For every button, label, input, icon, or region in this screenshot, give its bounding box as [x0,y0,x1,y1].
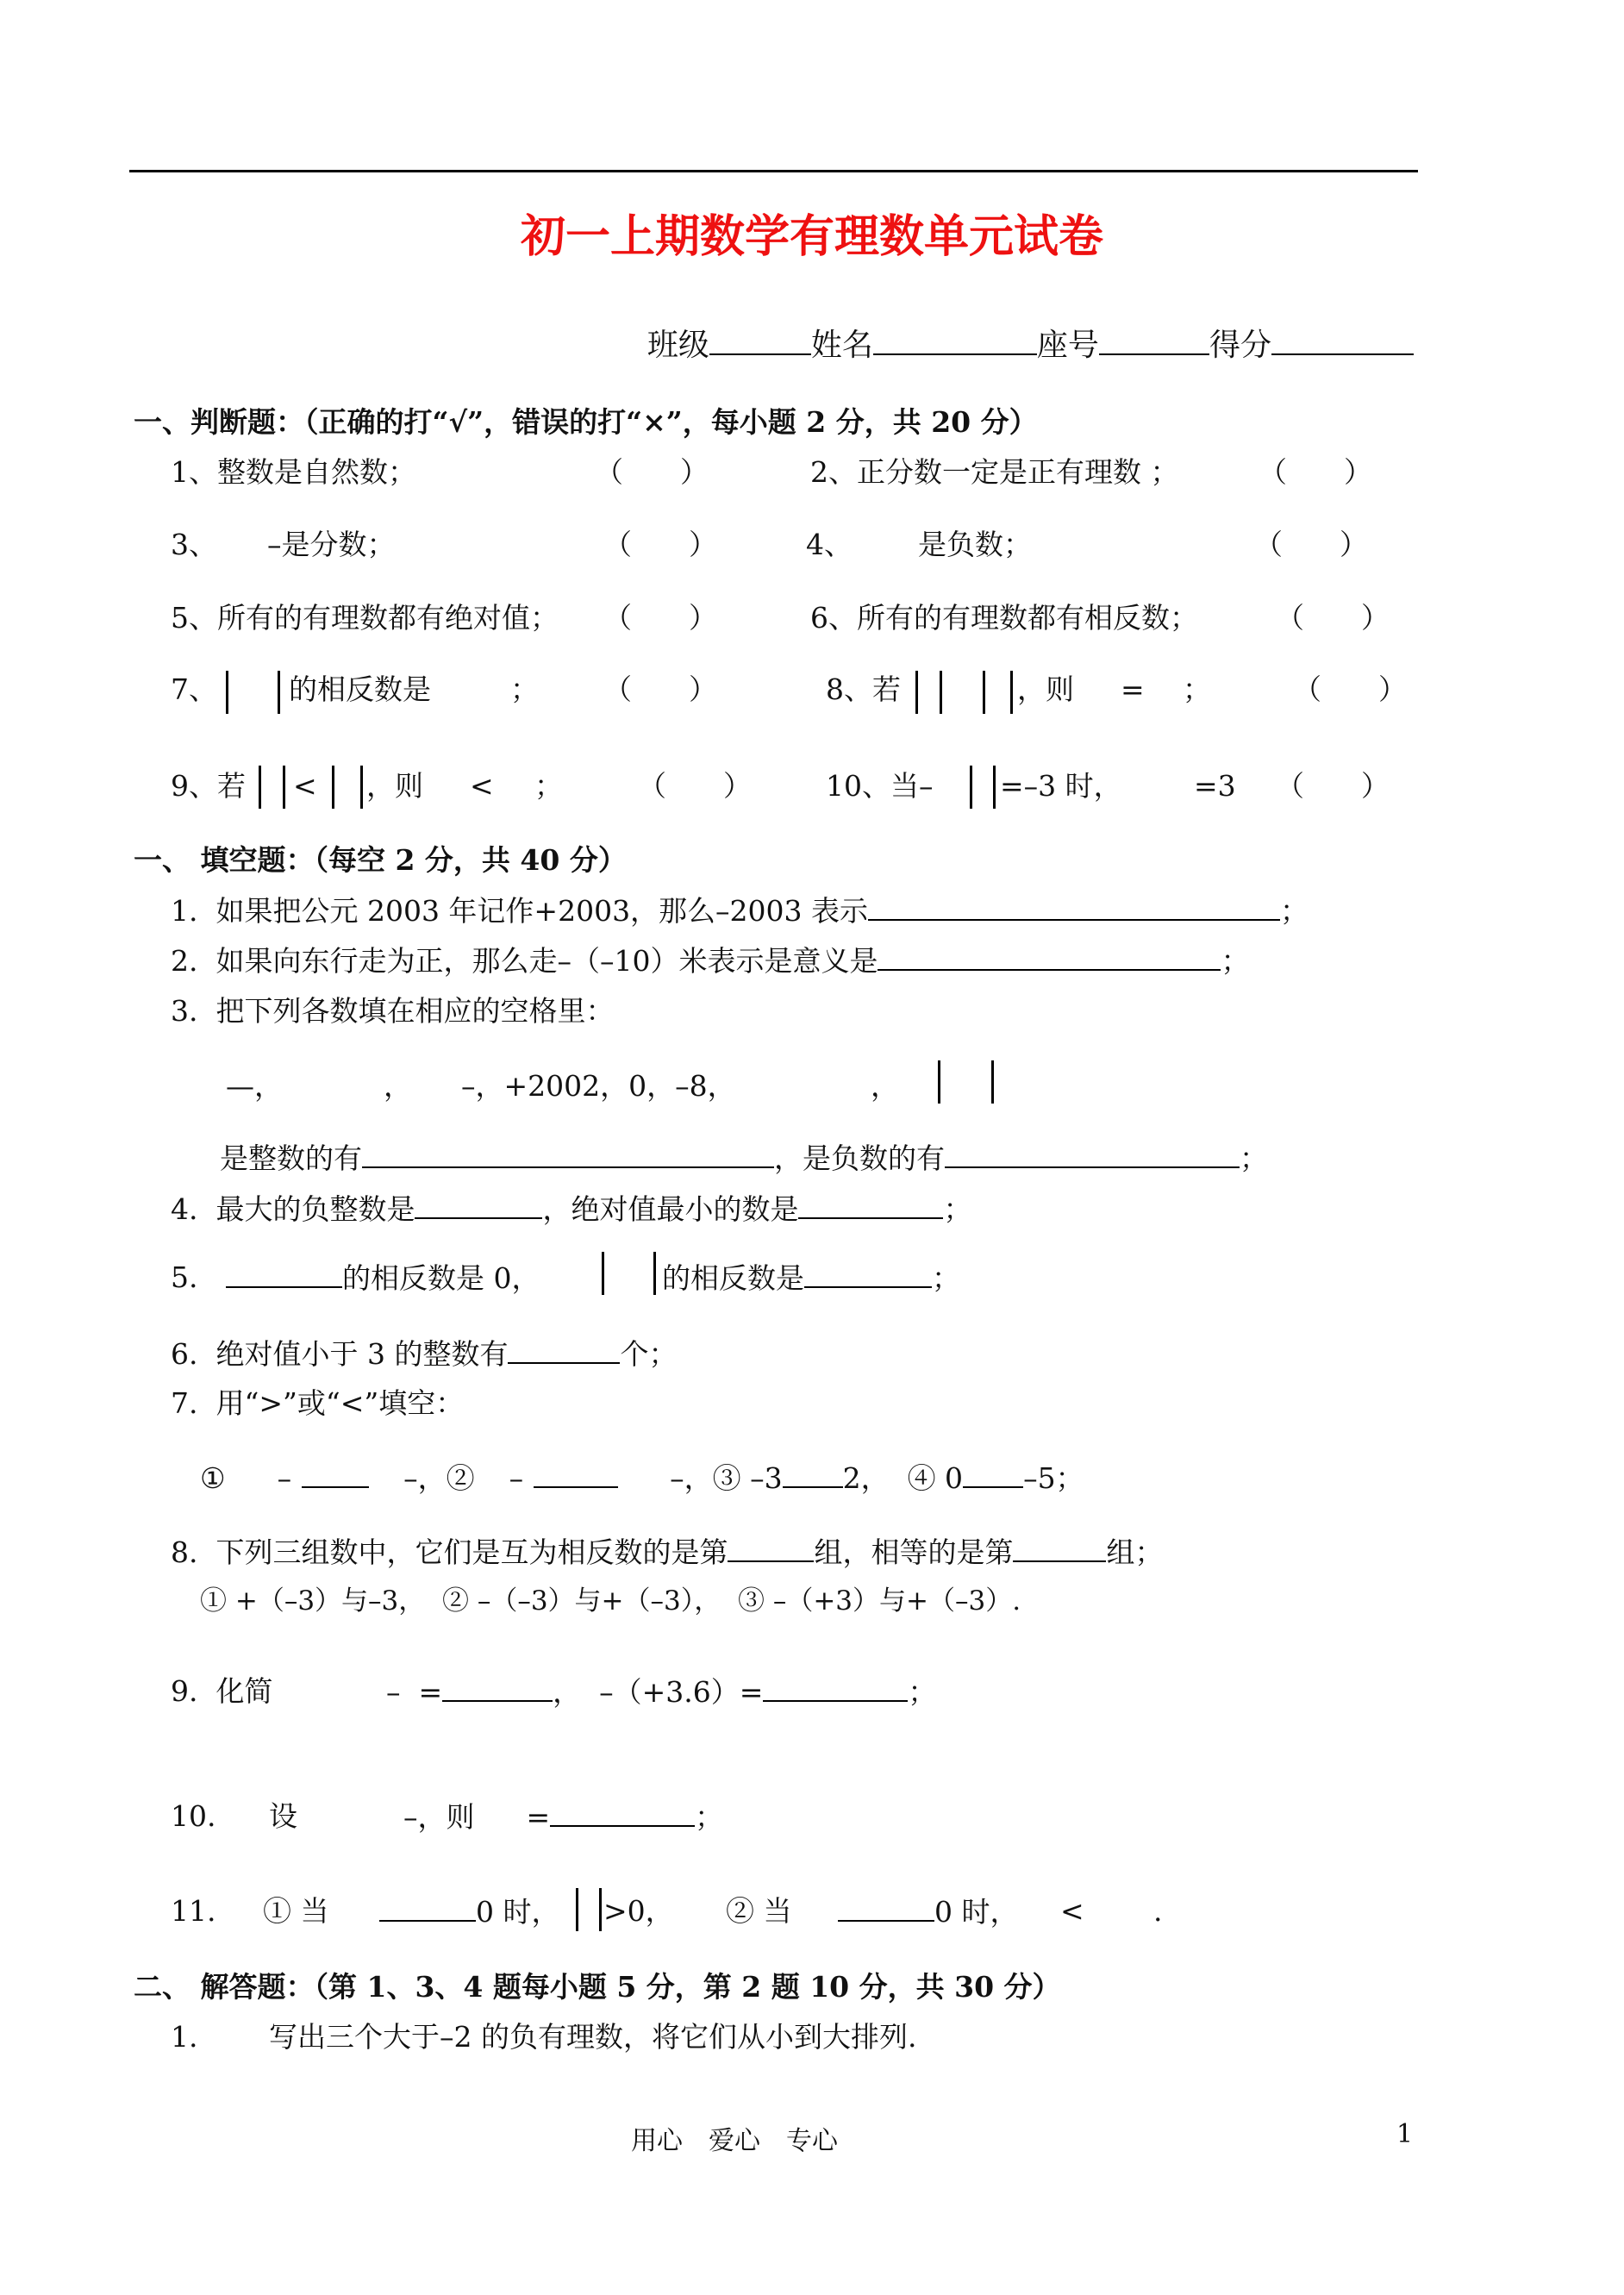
fill-q2-text: 2. 如果向东行走为正，那么走–（–10）米表示是意义是 [171,944,878,978]
tf-q8-end: ； [1183,672,1211,706]
tf-q10-num: 10、当– [826,769,934,803]
fill-q7-text-1: –，② [403,1461,475,1495]
class-blank[interactable] [709,328,811,355]
fill-q5-num: 5. [171,1260,198,1294]
tf-q8-then: ，则 [1017,672,1074,706]
fill-q3-list-a: —， [226,1069,283,1103]
fill-q7-blank-2[interactable] [534,1460,618,1488]
fill-q4 [171,1191,971,1227]
semicolon: ； [943,1192,972,1226]
fill-q8-blank-1[interactable] [728,1535,814,1562]
tf-q9-lt2: < [470,769,494,803]
fill-q5-text-2: 的相反数是 [662,1261,804,1295]
abs-bar [653,1252,656,1295]
integers-blank[interactable] [362,1141,774,1168]
fill-q9-text-2: ， –（+3.6）= [553,1675,764,1709]
abs-bar [983,671,985,714]
tf-q8-num: 8、若 [826,672,901,706]
fill-q5 [226,1260,540,1296]
fill-q10 [403,1799,723,1835]
score-label: 得分 [1209,328,1271,363]
minus: – [509,1461,524,1495]
negatives-blank[interactable] [945,1141,1240,1168]
fill-q8-end: 组； [1106,1535,1164,1569]
fill-q9-blank-2[interactable] [763,1674,908,1702]
fill-q7-text-4: –5； [1023,1461,1084,1495]
semicolon: ； [695,1800,724,1834]
abs-bar [226,671,228,714]
seat-blank[interactable] [1099,328,1209,355]
score-blank[interactable] [1271,328,1414,355]
fill-q11-lt: < [1060,1894,1084,1928]
fill-q11-blank-2[interactable] [838,1894,934,1922]
tf-q6: 6、所有的有理数都有相反数； [810,601,1198,635]
fill-q1 [171,893,1309,929]
circled-1: ① [200,1461,226,1495]
answer-q1-num: 1. [171,2020,198,2054]
tf-q9-end: ； [534,769,563,803]
name-blank[interactable] [873,328,1037,355]
semicolon: ； [932,1261,960,1295]
fill-q9-blank-1[interactable] [442,1674,553,1702]
student-info-line [628,293,1414,363]
abs-bar [576,1888,578,1931]
fill-q5-blank-1[interactable] [226,1260,342,1288]
fill-q3-list-d: ， [871,1069,899,1103]
fill-q2-blank[interactable] [878,943,1221,971]
fill-q11-d [838,1894,1019,1929]
fill-q8-options: ① +（–3）与–3， ② –（–3）与+（–3）， ③ –（+3）与+（–3）. [200,1585,1021,1617]
abs-bar [991,1060,994,1104]
tf-q7-paren[interactable]: （ ） [603,672,717,706]
fill-q3-answers [220,1141,1268,1176]
semicolon: ； [908,1675,937,1709]
semicolon: ； [1280,894,1309,928]
page-number: 1 [1396,2119,1414,2149]
abs-bar [938,1060,940,1104]
tf-q9-paren[interactable]: （ ） [638,769,752,803]
abs-bar [940,671,942,714]
fill-q11-text: 0 时， [476,1895,560,1929]
tf-q4: 是负数； [918,528,1032,561]
fill-q9 [386,1674,936,1710]
tf-q5-paren[interactable]: （ ） [603,601,717,635]
integers-label: 是整数的有 [220,1141,362,1175]
abs-bar [332,766,334,809]
fill-q11-c: ② 当 [726,1894,792,1928]
fill-q11-blank-1[interactable] [379,1894,476,1922]
fill-q7: 7. 用“>”或“<”填空： [171,1386,465,1420]
tf-q8-paren[interactable]: （ ） [1293,672,1407,706]
fill-q8 [171,1535,1163,1570]
fill-q8-text: 8. 下列三组数中，它们是互为相反数的是第 [171,1535,728,1569]
footer-motto: 用心 爱心 专心 [631,2126,838,2156]
tf-q2: 2、正分数一定是正有理数 ； [810,455,1179,489]
header-rule [129,170,1418,172]
fill-q3: 3. 把下列各数填在相应的空格里： [171,994,615,1028]
fill-q6-blank[interactable] [508,1336,620,1364]
tf-q10: =–3 时， [1000,769,1122,803]
fill-q7-blank-3[interactable] [783,1460,843,1488]
fill-q6 [171,1336,677,1372]
tf-q1: 1、整数是自然数； [171,455,416,489]
abs-bar [283,766,285,809]
fill-q9-text: – = [386,1675,443,1709]
fill-q7-text-2: –，③ –3 [670,1461,783,1495]
fill-q5-blank-2[interactable] [804,1260,932,1288]
fill-q10-text: –，则 [403,1800,475,1834]
tf-q4-paren[interactable]: （ ） [1254,528,1368,561]
fill-q2 [171,943,1249,979]
fill-q6-end: 个； [620,1337,678,1371]
tf-q10-eq: =3 [1194,769,1236,803]
tf-q6-paren[interactable]: （ ） [1276,601,1390,635]
fill-q1-text: 1. 如果把公元 2003 年记作+2003，那么–2003 表示 [171,894,869,928]
fill-q5-text: 的相反数是 0， [342,1261,540,1295]
fill-q3-list-c: –，+2002，0，–8， [461,1069,736,1103]
minus: – [277,1461,292,1495]
tf-q9-lt: < [293,769,317,803]
fill-q5-b [662,1260,960,1296]
tf-q2-paren[interactable]: （ ） [1259,455,1372,489]
fill-q7-blank-1[interactable] [302,1460,369,1488]
abs-bar [915,671,918,714]
fill-q11-text-2: 0 时， [934,1895,1019,1929]
section-2-header: 一、 填空题：（每空 2 分，共 40 分） [134,843,627,877]
tf-q9-then: ，则 [366,769,423,803]
fill-q4-text-2: ，绝对值最小的数是 [542,1192,799,1226]
fill-q11-gt: >0， [603,1894,674,1928]
abs-bar [602,1252,604,1295]
fill-q10-num: 10. [171,1799,216,1833]
tf-q3-paren[interactable]: （ ） [603,528,717,561]
fill-q10-set: 设 [269,1799,297,1833]
name-label: 姓名 [810,328,873,363]
tf-q7-num: 7、 [171,672,217,706]
fill-q6-text: 6. 绝对值小于 3 的整数有 [171,1337,509,1371]
fill-q7-items [200,1460,1084,1496]
fill-q11-end: . [1153,1894,1163,1928]
fill-q4-text: 4. 最大的负整数是 [171,1192,415,1226]
fill-q9-num: 9. 化简 [171,1674,273,1708]
negatives-label: ，是负数的有 [774,1141,945,1175]
abs-bar [1010,671,1013,714]
tf-q3: –是分数； [267,528,396,561]
section-1-header: 一、判断题：（正确的打“√”，错误的打“×”，每小题 2 分，共 20 分） [134,405,1038,439]
tf-q9-num: 9、若 [171,769,246,803]
fill-q1-blank[interactable] [868,893,1280,921]
tf-q10-paren[interactable]: （ ） [1276,769,1390,803]
fill-q11-a: ① 当 [263,1894,329,1928]
fill-q11-b [379,1894,560,1929]
fill-q4-blank-2[interactable] [798,1191,943,1219]
abs-bar [993,766,996,809]
page-title: 初一上期数学有理数单元试卷 [520,210,1103,263]
fill-q3-list-b: ， [384,1069,412,1103]
tf-q3-num: 3、 [171,528,217,561]
section-3-header: 二、 解答题：（第 1、3、4 题每小题 5 分，第 2 题 10 分，共 30 分） [134,1970,1061,2004]
abs-bar [599,1888,602,1931]
fill-q7-blank-4[interactable] [963,1460,1023,1488]
tf-q5: 5、所有的有理数都有绝对值； [171,601,559,635]
class-label: 班级 [646,328,709,363]
tf-q7-end: ； [510,672,539,706]
fill-q8-blank-2[interactable] [1013,1535,1106,1562]
fill-q7-text-3: 2， ④ 0 [842,1461,964,1495]
tf-q8-eq: = [1121,672,1145,706]
fill-q10-blank[interactable] [550,1799,695,1827]
abs-bar [259,766,261,809]
semicolon: ； [1221,944,1250,978]
seat-label: 座号 [1036,328,1099,363]
tf-q4-num: 4、 [806,528,853,561]
equals: = [526,1800,551,1834]
abs-bar [970,766,972,809]
semicolon: ； [1240,1141,1268,1175]
tf-q1-paren[interactable]: （ ） [595,455,709,489]
answer-q1: 写出三个大于–2 的负有理数，将它们从小到大排列. [269,2020,917,2054]
abs-bar [360,766,363,809]
abs-bar [278,671,280,714]
fill-q8-text-2: 组，相等的是第 [814,1535,1014,1569]
tf-q7: 的相反数是 [289,672,431,706]
fill-q11-num: 11. [171,1894,216,1928]
fill-q4-blank-1[interactable] [415,1191,542,1219]
